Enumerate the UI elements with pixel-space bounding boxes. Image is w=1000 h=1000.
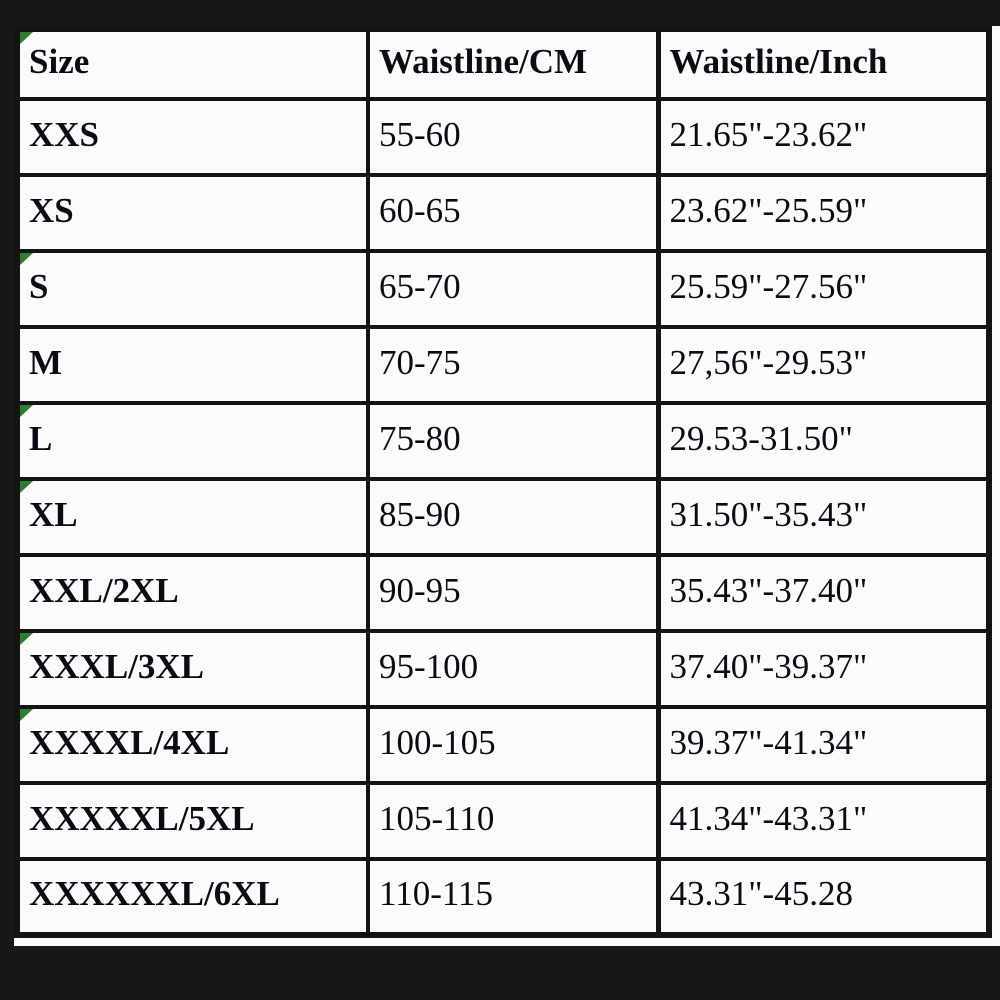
inch-cell (658, 403, 989, 479)
inch-value: 23.62"-25.59" (669, 190, 868, 230)
header-cell-size (17, 29, 368, 99)
cm-cell (368, 175, 658, 251)
table-sheet (14, 26, 1000, 946)
size-value: XXXL/3XL (29, 646, 205, 686)
cm-cell (368, 403, 658, 479)
size-cell (17, 555, 368, 631)
table-row (17, 175, 989, 251)
inch-value: 39.37"-41.34" (669, 722, 868, 762)
inch-cell (658, 99, 989, 175)
table-row (17, 403, 989, 479)
green-corner-marker-icon (20, 709, 33, 721)
cm-cell (368, 707, 658, 783)
table-row (17, 631, 989, 707)
cm-cell (368, 783, 658, 859)
size-cell (17, 251, 368, 327)
size-chart-table (14, 26, 992, 938)
green-corner-marker-icon (20, 253, 33, 265)
header-cell-waistline-cm (368, 29, 658, 99)
header-cell-waistline-inch (658, 29, 989, 99)
inch-cell (658, 175, 989, 251)
green-corner-marker-icon (20, 405, 33, 417)
cm-value: 85-90 (379, 494, 461, 534)
size-value: XXL/2XL (29, 570, 179, 610)
size-cell (17, 631, 368, 707)
cm-value: 100-105 (379, 722, 496, 762)
inch-cell (658, 707, 989, 783)
cm-cell (368, 251, 658, 327)
header-row (17, 29, 989, 99)
inch-cell (658, 783, 989, 859)
size-cell (17, 327, 368, 403)
inch-value: 27,56"-29.53" (669, 342, 868, 382)
header-label-waistline-inch: Waistline/Inch (669, 42, 888, 82)
table-row (17, 479, 989, 555)
cm-value: 65-70 (379, 266, 461, 306)
size-value: XXXXXXL/6XL (29, 874, 280, 914)
inch-value: 31.50"-35.43" (669, 494, 868, 534)
inch-value: 37.40"-39.37" (669, 646, 868, 686)
inch-value: 35.43"-37.40" (669, 570, 868, 610)
table-row (17, 251, 989, 327)
cm-cell (368, 327, 658, 403)
size-value: XXXXXL/5XL (29, 798, 255, 838)
cm-cell (368, 479, 658, 555)
inch-value: 21.65"-23.62" (669, 114, 868, 154)
size-value: XXXXL/4XL (29, 722, 230, 762)
size-value: XL (29, 494, 78, 534)
inch-cell (658, 479, 989, 555)
inch-value: 25.59"-27.56" (669, 266, 868, 306)
cm-cell (368, 859, 658, 935)
inch-cell (658, 631, 989, 707)
table-row (17, 327, 989, 403)
table-row (17, 859, 989, 935)
size-cell (17, 175, 368, 251)
cm-value: 110-115 (379, 874, 494, 914)
inch-cell (658, 859, 989, 935)
size-cell (17, 783, 368, 859)
size-value: M (29, 342, 63, 382)
cm-value: 95-100 (379, 646, 479, 686)
green-corner-marker-icon (20, 633, 33, 645)
table-row (17, 99, 989, 175)
inch-value: 29.53-31.50" (669, 418, 853, 458)
size-value: S (29, 266, 49, 306)
table-row (17, 783, 989, 859)
cm-value: 55-60 (379, 114, 461, 154)
size-value: XS (29, 190, 74, 230)
inch-cell (658, 327, 989, 403)
size-cell (17, 479, 368, 555)
inch-cell (658, 555, 989, 631)
size-value: L (29, 418, 53, 458)
cm-value: 60-65 (379, 190, 461, 230)
size-cell (17, 707, 368, 783)
cm-value: 70-75 (379, 342, 461, 382)
cm-value: 105-110 (379, 798, 495, 838)
table-row (17, 707, 989, 783)
size-cell (17, 403, 368, 479)
cm-value: 90-95 (379, 570, 461, 610)
header-label-size: Size (29, 42, 90, 82)
cm-cell (368, 631, 658, 707)
green-corner-marker-icon (20, 32, 33, 44)
header-label-waistline-cm: Waistline/CM (379, 42, 588, 82)
size-value: XXS (29, 114, 100, 154)
green-corner-marker-icon (20, 481, 33, 493)
inch-value: 43.31"-45.28 (669, 874, 853, 914)
cm-cell (368, 555, 658, 631)
inch-cell (658, 251, 989, 327)
size-cell (17, 859, 368, 935)
inch-value: 41.34"-43.31" (669, 798, 868, 838)
table-row (17, 555, 989, 631)
cm-value: 75-80 (379, 418, 461, 458)
size-cell (17, 99, 368, 175)
cm-cell (368, 99, 658, 175)
